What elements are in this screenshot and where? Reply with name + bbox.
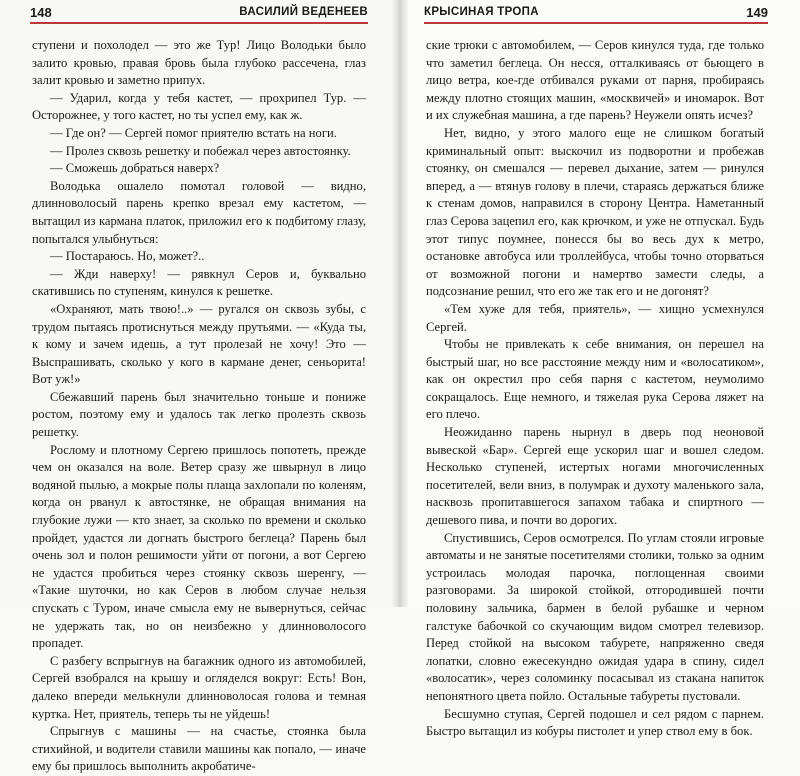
left-page-header: [30, 6, 368, 24]
right-page-body: [426, 37, 764, 741]
right-running-head: КРЫСИНАЯ ТРОПА: [424, 6, 539, 18]
paragraph: Спустившись, Серов осмотрелся. По углам стояли игровые автоматы и не занятые посетителями столики, только за одним устроилась молодая парочка, поглощенная своими разговорами. За широкой стойкой, отгородившей почти половину зальчика, бармен в белой рубашке и черном галстуке бабочкой со скучающим видом смотрел телевизор. Перед стойкой на высоком табурете, напряженно сведя лопатки, словно ежесекундно ожидая удара в спину, сидел «волосатик», через соломинку посасывал из стакана напиток непонятного цвета пойло. Остальные табуреты пустовали.: [426, 530, 764, 703]
left-page: [0, 0, 396, 774]
right-page-number: 149: [746, 5, 768, 20]
paragraph: Рослому и плотному Сергею пришлось попотеть, прежде чем он оказался на воле. Ветер сразу же швырнул в лицо водяной пылью, а мокрые полы плаща захлопали по коленям, когда он рванул к автостянке, не обращая внимания на глубокие лужи — кто знает, за сколько по времени и сколько пройдет, удастся ли догнать быстрого беглеца? Парень был очень зол и полон решимости уйти от погони, а вот Сергею не удастся пробиться через стоянку сквозь шеренгу, — «Такие шуточки, но как Серов в любом случае нельзя спускать с Туром, иначе смысла ему не вывернуться, сейчас не удержать так, но он неизбежно у длинноволосого пропадет.: [32, 442, 366, 651]
paragraph: ские трюки с автомобилем, — Серов кинулся туда, где только что заметил беглеца. Он несся, отталкиваясь от бьющего в лицо ветра, кое-где отбивался руками от парня, пробираясь между плотно стоящих машин, «москвичей» и иномарок. Вот и их служебная машина, а где парень? Неужели опять исчез?: [426, 38, 764, 123]
paragraph: — Сможешь добраться наверх?: [50, 161, 220, 176]
right-page-header: [424, 6, 768, 24]
paragraph: Володька ошалело помотал головой — видно, длинноволосый парень крепко врезал ему кастетом, — вытащил из кармана платок, приложил его к подбитому глазу, попытался улыбнуться:: [32, 178, 366, 246]
paragraph: — Где он? — Сергей помог приятелю встать на ноги.: [50, 125, 337, 140]
left-running-head: ВАСИЛИЙ ВЕДЕНЕЕВ: [239, 6, 368, 18]
paragraph: — Пролез сквозь решетку и побежал через автостоянку.: [50, 143, 351, 158]
paragraph: — Жди наверху! — рявкнул Серов и, буквально скатившись по ступеням, кинулся к решетке.: [32, 266, 366, 299]
left-page-body: [32, 37, 366, 776]
paragraph: — Ударил, когда у тебя кастет, — прохрипел Тур. — Осторожнее, у того кастет, но ты успел ему, как ж.: [32, 90, 366, 123]
paragraph: Неожиданно парень нырнул в дверь под неоновой вывеской «Бар». Сергей еще ускорил шаг и вошел следом. Несколько ступеней, истертых ногами многочисленных посетителей, вели вниз, в полумрак и духоту маленького зала, насквозь пропитавшегося запахом табака и спиртного — дешевого пива, и почти во дорогих.: [426, 425, 764, 528]
paragraph: Сбежавший парень был значительно тоньше и пониже ростом, поэтому ему и удалось так легко пролезть сквозь решетку.: [32, 389, 366, 440]
paragraph: Бесшумно ступая, Сергей подошел и сел рядом с парнем. Быстро вытащил из кобуры пистолет и упер ствол ему в бок.: [426, 706, 764, 739]
paragraph: Нет, видно, у этого малого еще не слишком богатый криминальный опыт: выскочил из подворотни и пробежав стоянку, он смешался — перевел дыхание, затем — ринулся вперед, а — втянув голову в плечи, стараясь держаться ближе к стенам домов, направился в сторону Центра. Наметанный глаз Серова зацепил его, как крючком, и уже не отпускал. Будь этот типус поумнее, понесся бы во весь дух к метро, остановке автобуса или троллейбуса, чтобы точно оторваться от возможной погони и намертво замести следы, а подсознание решил, что его же так его и не догонят?: [426, 125, 764, 299]
paragraph: Спрыгнув с машины — на счастье, стоянка была стихийной, и водители ставили машины как попало, — иначе ему бы пришлось выполнить акробатиче-: [32, 724, 366, 774]
paragraph: — Постараюсь. Но, может?..: [50, 249, 205, 264]
paragraph: Чтобы не привлекать к себе внимания, он перешел на быстрый шаг, но все расстояние между ним и «волосатиком», как он окрестил про себя парня с кастетом, неумолимо сокращалось. Еще немного, и тяжелая рука Серова ляжет на его плечо.: [426, 337, 764, 422]
right-header-rule: [424, 22, 768, 24]
paragraph: С разбегу вспрыгнув на багажник одного из автомобилей, Сергей взобрался на крышу и огляделся вокруг: Есть! Вон, далеко впереди мелькнули длинноволосая голова и темная куртка. Нет, приятель, теперь ты не уйдешь!: [32, 653, 366, 721]
book-gutter: [392, 0, 408, 607]
left-page-number: 148: [30, 5, 52, 20]
paragraph: «Тем хуже для тебя, приятель», — хищно усмехнулся Сергей.: [426, 301, 764, 334]
paragraph: «Охраняют, мать твою!..» — ругался он сквозь зубы, с трудом пытаясь протиснуться между прутьями. — «Куда ты, к кому и зачем идешь, а тут пролезай не хочу! Это — Выспрашивать, сколько у кого в кармане денег, сеньорита! Вот уж!»: [32, 301, 366, 387]
left-header-rule: [30, 22, 368, 24]
paragraph: ступени и похолодел — это же Тур! Лицо Володьки было залито кровью, правая бровь была глубоко рассечена, глаз залит кровью и заметно припух.: [32, 38, 366, 88]
right-page: [404, 0, 800, 739]
